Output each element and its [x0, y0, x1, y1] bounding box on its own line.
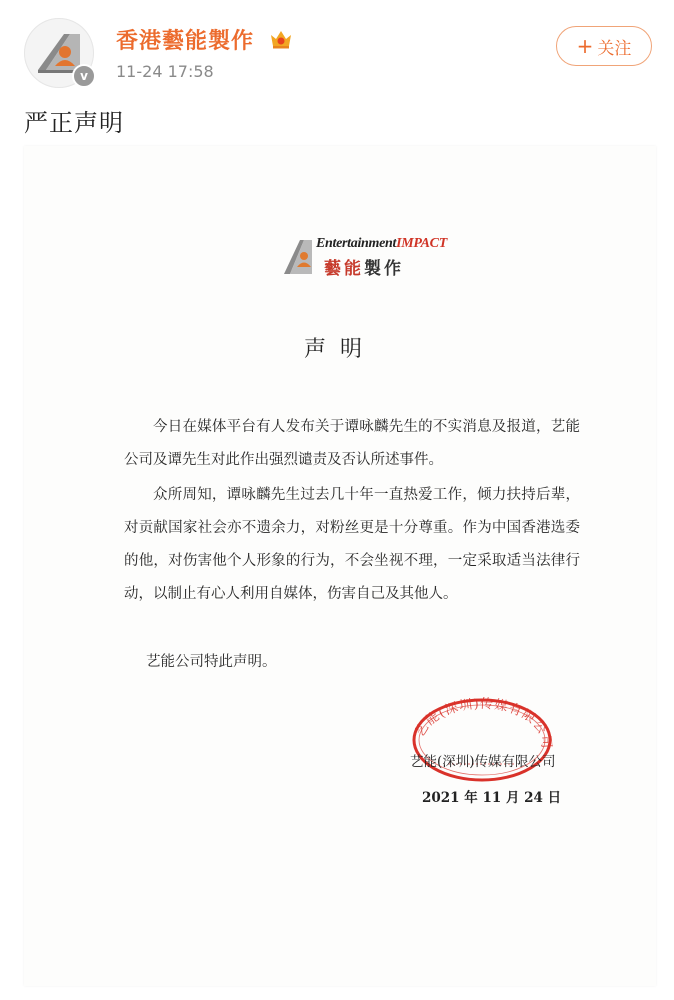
logo-text-en: EntertainmentIMPACT	[316, 236, 447, 251]
plus-icon: +	[576, 34, 594, 58]
post-image[interactable]	[24, 146, 656, 986]
signature-company: 艺能(深圳)传媒有限公司	[410, 754, 556, 770]
follow-button[interactable]	[556, 26, 652, 66]
svg-text:艺能(深圳)传媒有限公司: 艺能(深圳)传媒有限公司	[412, 696, 554, 750]
follow-button-label: 关注	[597, 38, 632, 59]
company-seal-icon	[408, 694, 556, 784]
post-text: 严正声明	[24, 109, 124, 137]
letter-paragraph-1: 今日在媒体平台有人发布关于谭咏麟先生的不实消息及报道，艺能公司及谭先生对此作出强烈谴责及否认所述事件。	[124, 419, 580, 468]
post-timestamp: 11-24 17:58	[116, 62, 214, 81]
verified-icon: v	[72, 64, 96, 88]
logo-text-zh: 藝能製作	[324, 259, 404, 278]
username[interactable]: 香港藝能製作	[116, 29, 255, 54]
letter-title: 声明	[303, 337, 376, 362]
crown-badge-icon	[268, 28, 294, 50]
letter-paragraph-3: 艺能公司特此声明。	[146, 654, 277, 670]
letter-paragraph-2: 众所周知，谭咏麟先生过去几十年一直热爱工作，倾力扶持后辈，对贡献国家社会亦不遗余力，对粉丝更是十分尊重。作为中国香港选委的他，对伤害他个人形象的行为，不会坐视不理，一定采取适当法律行动，以制止有心人利用自媒体，伤害自己及其他人。	[124, 487, 580, 602]
signature-date: 2021 年 11 月 24 日	[422, 790, 562, 806]
